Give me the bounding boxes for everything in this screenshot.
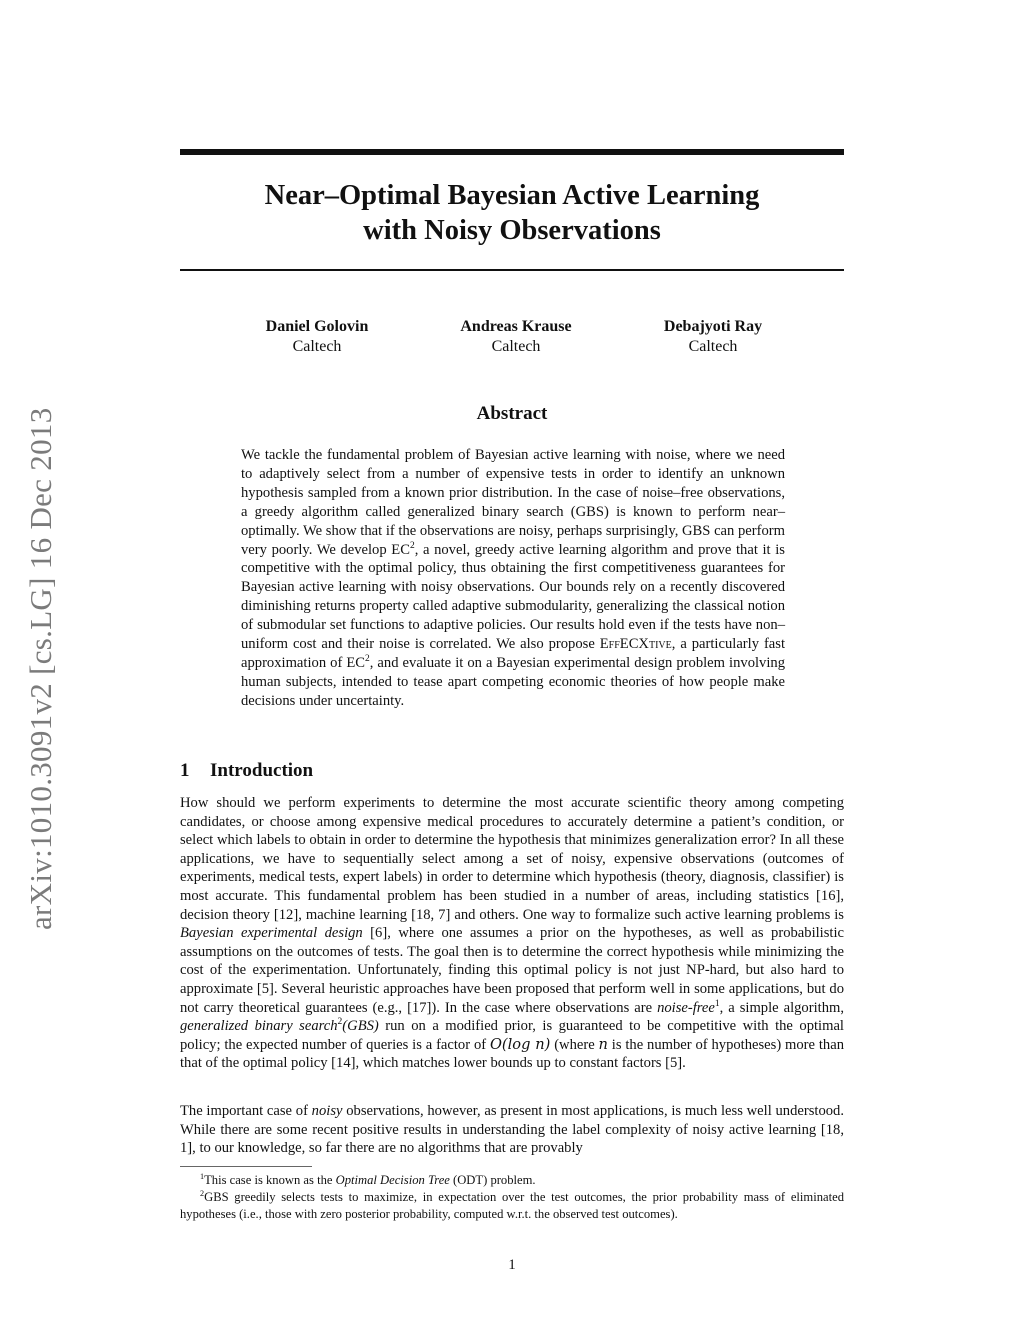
title-line-2: with Noisy Observations bbox=[363, 215, 661, 246]
author-name: Andreas Krause bbox=[460, 318, 572, 335]
section-number: 1 bbox=[180, 760, 190, 781]
paper-title bbox=[180, 178, 844, 248]
arxiv-identifier-stamp: arXiv:1010.3091v2 [cs.LG] 16 Dec 2013 bbox=[23, 407, 58, 930]
title-top-rule bbox=[180, 149, 844, 155]
footnote-2: $^2$GBS greedily selects tests to maximize, in expectation over the test outcomes, the prior probability mass of eliminated hypotheses (i.e., those with zero posterior probability, computed w.r.t. the observed test outcomes). bbox=[180, 1188, 844, 1221]
author-name: Debajyoti Ray bbox=[663, 318, 763, 335]
abstract-heading: Abstract bbox=[476, 403, 548, 424]
abstract-body: We tackle the fundamental problem of Bayesian active learning with noise, where we need to adaptively select from a number of expensive tests in order to identify an unknown hypothesis sampled from a known prior distribution. In the case of noise–free observations, a greedy algorithm called generalized binary search (GBS) is known to perform near–optimally. We show that if the observations are noisy, perhaps surprisingly, GBS can perform very poorly. We develop $EC^2$, a novel, greedy active learning algorithm and prove that it is competitive with the optimal policy, thus obtaining the first competitiveness guarantees for Bayesian active learning with noisy observations. Our bounds rely on a recently discovered diminishing returns property called adaptive submodularity, generalizing the classical notion of submodular set functions to adaptive policies. Our results hold even if the tests have non–uniform cost and their noise is correlated. We also propose EffECXtive, a particularly fast approximation of $EC^2$, and evaluate it on a Bayesian experimental design problem involving human subjects, intended to tease apart competing economic theories of how people make decisions under uncertainty. bbox=[241, 447, 786, 709]
author-affiliation: Caltech bbox=[688, 338, 738, 355]
footnote-marker: 1 bbox=[714, 998, 720, 1009]
section-title: Introduction bbox=[210, 760, 314, 781]
author-block-3 bbox=[613, 317, 813, 357]
section-heading-introduction bbox=[180, 760, 313, 782]
footnote-separator bbox=[180, 1166, 312, 1167]
author-name: Daniel Golovin bbox=[265, 318, 369, 335]
footnotes bbox=[180, 1172, 844, 1223]
footnote-marker: 2 bbox=[337, 1017, 343, 1028]
intro-paragraph-2: The important case of noisy observations, however, as present in most applications, is much less well understood. While there are some recent positive results in understanding the label complexity of noisy active learning [18, 1], to our knowledge, so far there are no algorithms that are provably bbox=[180, 1103, 844, 1157]
page-number: 1 bbox=[508, 1257, 516, 1273]
author-affiliation: Caltech bbox=[292, 338, 342, 355]
intro-paragraph-1: How should we perform experiments to determine the most accurate scientific theory among competing candidates, or choose among expensive medical procedures to accurately determine a patient’s condition, or select which labels to obtain in order to determine the hypothesis that minimizes generalization error? In all these applications, we have to sequentially select among a set of noisy, expensive observations (outcomes of experiments, medical tests, expert labels) in order to determine which hypothesis (theory, diagnosis, classifier) is most accurate. This fundamental problem has been studied in a number of areas, including statistics [16], decision theory [12], machine learning [18, 7] and others. One way to formalize such active learning problems is Bayesian experimental design [6], where one assumes a prior on the hypotheses, as well as probabilistic assumptions on the outcomes of tests. The goal then is to determine the correct hypothesis while minimizing the cost of the experimentation. Unfortunately, finding this optimal policy is not just NP-hard, but also hard to approximate [5]. Several heuristic approaches have been proposed that perform well in some applications, but do not carry theoretical guarantees (e.g., [17]). In the case where observations are noise-free$^1$, a simple algorithm, generalized binary search$^2$(GBS) run on a modified prior, is guaranteed to be competitive with the optimal policy; the expected number of queries is a factor of O(log n) (where n is the number of hypotheses) more than that of the optimal policy [14], which matches lower bounds up to constant factors [5]. bbox=[180, 795, 844, 1072]
title-line-1: Near–Optimal Bayesian Active Learning bbox=[264, 180, 760, 211]
title-bottom-rule bbox=[180, 269, 844, 271]
author-block-2 bbox=[416, 317, 616, 357]
author-affiliation: Caltech bbox=[491, 338, 541, 355]
footnote-1: $^1$This case is known as the Optimal Decision Tree (ODT) problem. bbox=[200, 1171, 536, 1187]
author-block-1 bbox=[217, 317, 417, 357]
